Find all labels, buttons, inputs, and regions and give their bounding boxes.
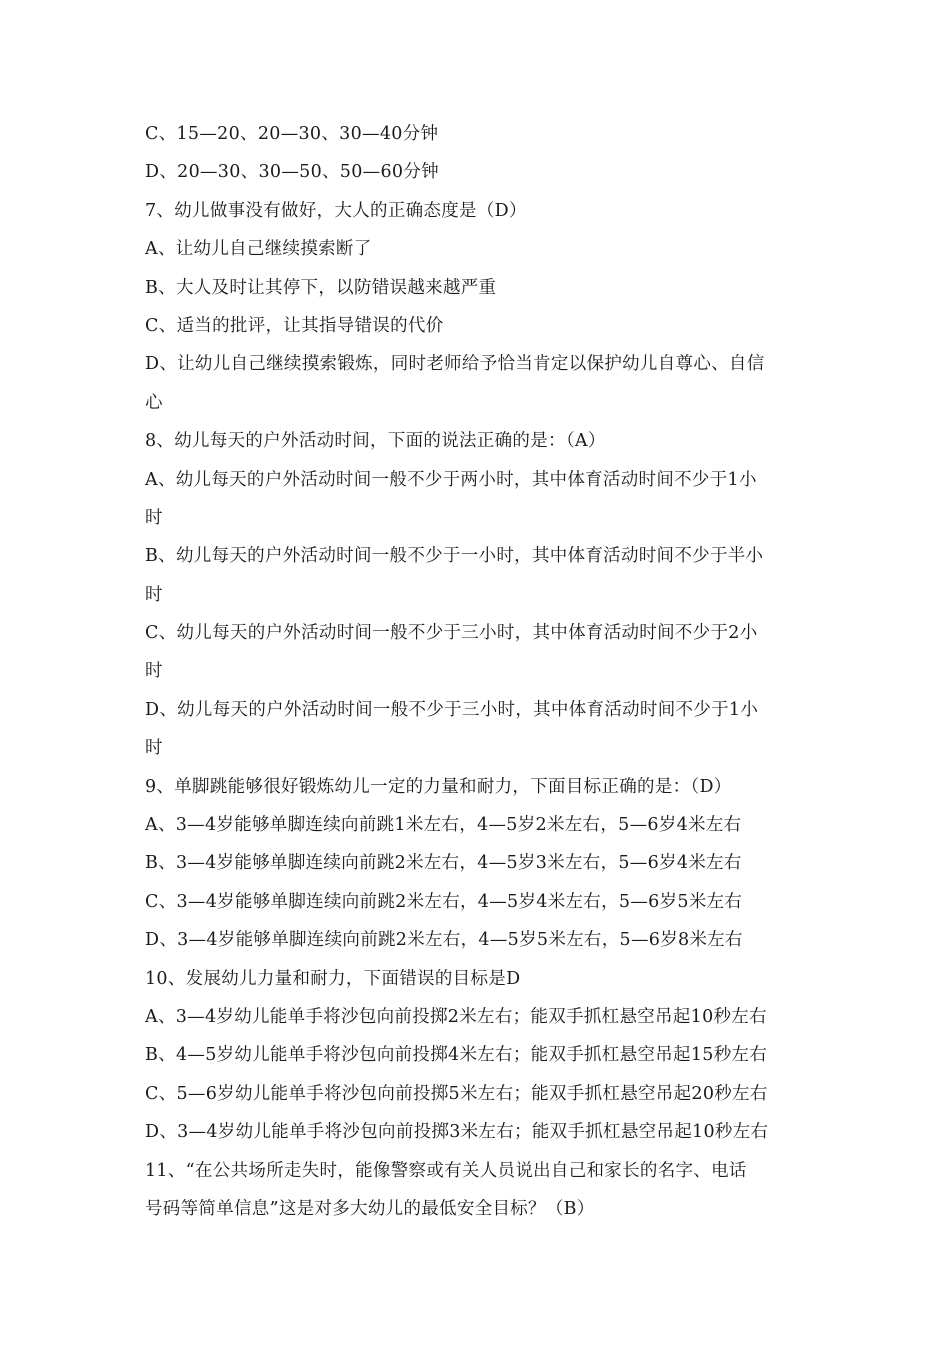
option-d-q8-cont: 时 [145, 738, 163, 759]
option-a-q7: A、让幼儿自己继续摸索断了 [145, 239, 372, 260]
option-c-q6: C、15—20、20—30、30—40分钟 [145, 124, 439, 144]
option-d-q6: D、20—30、30—50、50—60分钟 [145, 162, 439, 183]
question-10: 10、发展幼儿力量和耐力，下面错误的目标是D [145, 968, 521, 989]
option-a-q10: A、3—4岁幼儿能单手将沙包向前投掷2米左右；能双手抓杠悬空吊起10秒左右 [145, 1006, 767, 1027]
document-page [145, 115, 825, 1228]
question-7: 7、幼儿做事没有做好，大人的正确态度是（D） [145, 200, 527, 221]
option-d-q7-cont: 心 [145, 392, 163, 413]
option-c-q7: C、适当的批评，让其指导错误的代价 [145, 315, 444, 336]
question-8: 8、幼儿每天的户外活动时间，下面的说法正确的是：（A） [145, 431, 606, 452]
question-9: 9、单脚跳能够很好锻炼幼儿一定的力量和耐力，下面目标正确的是：（D） [145, 776, 732, 797]
option-c-q9: C、3—4岁能够单脚连续向前跳2米左右，4—5岁4米左右，5—6岁5米左右 [145, 891, 743, 912]
option-b-q8-cont: 时 [145, 584, 163, 605]
option-c-q8-cont: 时 [145, 661, 163, 682]
option-b-q7: B、大人及时让其停下，以防错误越来越严重 [145, 277, 497, 298]
question-11-cont: 号码等简单信息”这是对多大幼儿的最低安全目标？（B） [145, 1198, 595, 1219]
option-a-q8-cont: 时 [145, 507, 163, 528]
option-c-q10: C、5—6岁幼儿能单手将沙包向前投掷5米左右；能双手抓杠悬空吊起20秒左右 [145, 1083, 768, 1104]
question-11: 11、“在公共场所走失时，能像警察或有关人员说出自己和家长的名字、电话 [145, 1160, 747, 1181]
option-d-q7: D、让幼儿自己继续摸索锻炼，同时老师给予恰当肯定以保护幼儿自尊心、自信 [145, 354, 765, 375]
option-d-q9: D、3—4岁能够单脚连续向前跳2米左右，4—5岁5米左右，5—6岁8米左右 [145, 930, 743, 951]
option-c-q8: C、幼儿每天的户外活动时间一般不少于三小时，其中体育活动时间不少于2小 [145, 623, 758, 644]
option-b-q9: B、3—4岁能够单脚连续向前跳2米左右，4—5岁3米左右，5—6岁4米左右 [145, 853, 742, 874]
option-b-q8: B、幼儿每天的户外活动时间一般不少于一小时，其中体育活动时间不少于半小 [145, 546, 764, 567]
option-b-q10: B、4—5岁幼儿能单手将沙包向前投掷4米左右；能双手抓杠悬空吊起15秒左右 [145, 1045, 768, 1066]
option-a-q8: A、幼儿每天的户外活动时间一般不少于两小时，其中体育活动时间不少于1小 [145, 469, 757, 490]
option-d-q10: D、3—4岁幼儿能单手将沙包向前投掷3米左右；能双手抓杠悬空吊起10秒左右 [145, 1122, 769, 1143]
option-d-q8: D、幼儿每天的户外活动时间一般不少于三小时，其中体育活动时间不少于1小 [145, 699, 759, 720]
option-a-q9: A、3—4岁能够单脚连续向前跳1米左右，4—5岁2米左右，5—6岁4米左右 [145, 815, 742, 836]
